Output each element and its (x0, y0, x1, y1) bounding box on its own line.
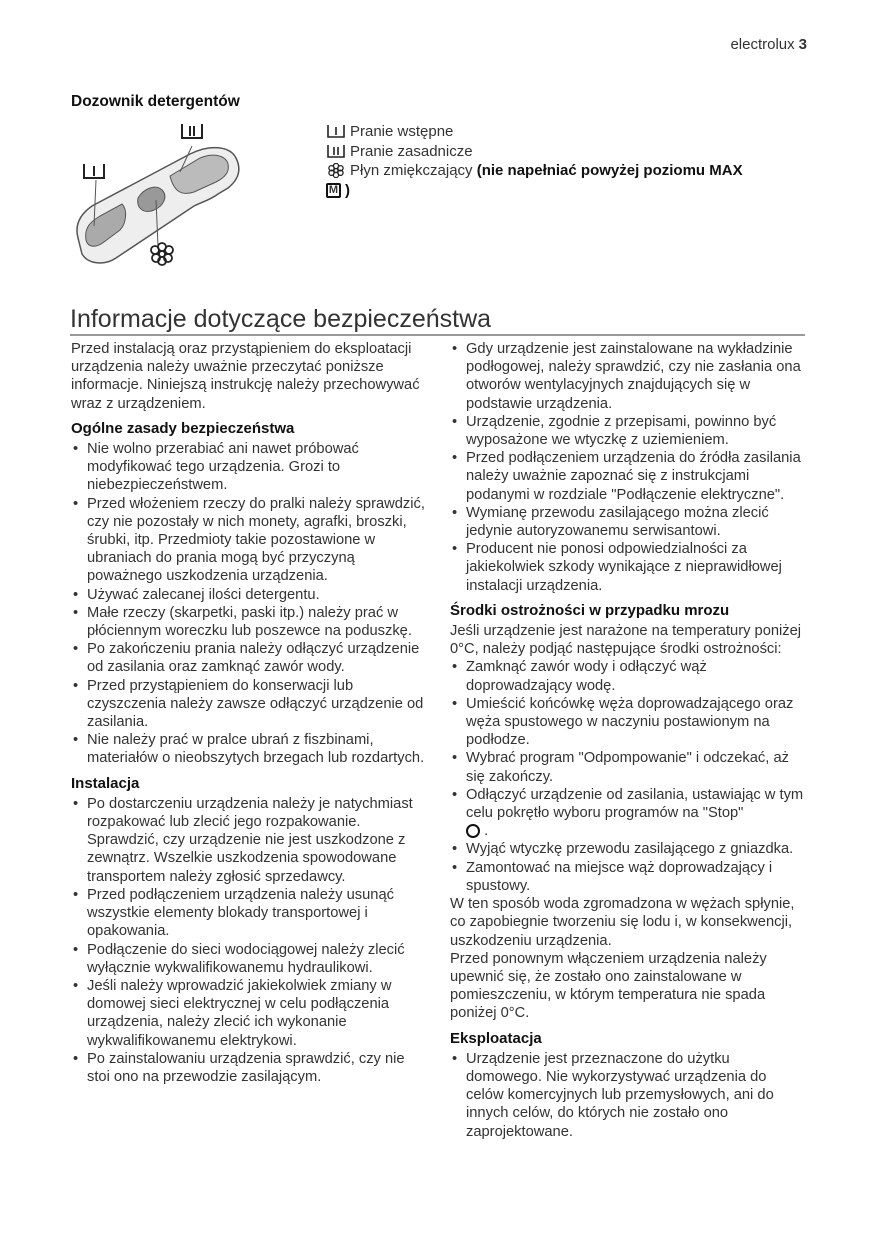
list-item: • Umieścić końcówkę węża doprowadzającego oraz węża spustowego w naczyniu postawionym na podłodze. (450, 695, 805, 750)
legend-mainwash-label: Pranie zasadnicze (350, 142, 473, 160)
list-item: • Nie należy prać w pralce ubrań z fiszbinami, materiałów o nieobszytych brzegach lub rozdartych. (71, 731, 428, 767)
softener-flower-icon (326, 163, 346, 178)
title-divider (70, 334, 805, 336)
stop-instruction-text: Odłączyć urządzenie od zasilania, ustawiając w tym celu pokrętło wyboru programów na "Stop" (466, 786, 804, 822)
list-item: • Przed podłączeniem urządzenia należy usunąć wszystkie elementy blokady transportowej i opakowania. (71, 886, 428, 941)
list-item: • Podłączenie do sieci wodociągowej należy zlecić wyłącznie wykwalifikowanemu hydraulikowi. (71, 941, 428, 977)
page-header (730, 36, 807, 53)
safety-title: Informacje dotyczące bezpieczeństwa (70, 305, 492, 333)
list-item: • Zamontować na miejsce wąż doprowadzający i spustowy. (450, 859, 805, 895)
legend-mainwash (326, 142, 796, 162)
list-item: • Przed włożeniem rzeczy do pralki należy sprawdzić, czy nie pozostały w nich monety, agrafki, broszki, śrubki, itp. Przedmioty takie pozostawione w ubraniach do prania mogą być przyczyną poważnego uszkodzenia urządzenia. (71, 495, 428, 586)
stop-position-icon (466, 824, 480, 838)
list-item: • Gdy urządzenie jest zainstalowane na wykładzinie podłogowej, należy sprawdzić, czy nie zasłania ona otworów wentylacyjnych znajdujących się w podstawie urządzenia. (450, 340, 805, 413)
legend-softener-note: (nie napełniać powyżej poziomu MAX (476, 162, 743, 179)
legend-prewash-label: Pranie wstępne (350, 123, 454, 140)
legend-softener-label: Płyn zmiękczający (350, 162, 473, 179)
legend-max-row (326, 181, 796, 201)
usage-heading: Eksploatacja (450, 1029, 542, 1047)
legend-softener (326, 161, 796, 181)
list-item: • Producent nie ponosi odpowiedzialności za jakiekolwiek szkody wynikające z nieprawidłowej instalacji urządzenia. (450, 540, 805, 595)
page-number: 3 (798, 36, 807, 53)
list-item: • Po dostarczeniu urządzenia należy je natychmiast rozpakować lub zlecić jego rozpakowanie. Sprawdzić, czy urządzenie nie jest uszkodzone z zewnątrz. Wszelkie uszkodzenia spowodowane transportem należy zgłosić sprzedawcy. (71, 795, 428, 886)
left-column (71, 340, 428, 1086)
general-list (71, 440, 428, 768)
list-item: • Wybrać program "Odpompowanie" i odczekać, aż się zakończy. (450, 749, 805, 785)
legend-prewash (326, 122, 796, 142)
frost-heading: Środki ostrożności w przypadku mrozu (450, 601, 730, 619)
max-level-icon: M (326, 183, 341, 198)
right-column (450, 340, 805, 1141)
list-item: • Wyjąć wtyczkę przewodu zasilającego z gniazdka. (450, 840, 805, 858)
list-item: • Przed podłączeniem urządzenia do źródła zasilania należy uważnie zapoznać się z instrukcjami podanymi w rozdziale "Podłączenie elektryczne". (450, 449, 805, 504)
legend-close-paren: ) (345, 181, 350, 199)
list-item: • Jeśli należy wprowadzić jakiekolwiek zmiany w domowej sieci elektrycznej w celu podłączenia urządzenia, należy zlecić ich wykonanie wykwalifikowanemu elektrykowi. (71, 977, 428, 1050)
list-item: • Urządzenie, zgodnie z przepisami, powinno być wyposażone we wtyczkę z uziemieniem. (450, 413, 805, 449)
install-list (71, 795, 428, 1086)
list-item: • Nie wolno przerabiać ani nawet próbować modyfikować tego urządzenia. Grozi to niebezpieczeństwem. (71, 440, 428, 495)
safety-intro: Przed instalacją oraz przystąpieniem do eksploatacji urządzenia należy uważnie przeczytać poniższe informacje. Niniejszą instrukcję należy przechowywać wraz z urządzeniem. (71, 341, 420, 412)
frost-outro-2: Przed ponownym włączeniem urządzenia należy upewnić się, że zostało ono zainstalowane w pomieszczeniu, w którym temperatura nie spada poniżej 0°C. (450, 950, 767, 1022)
list-item-stop: • Odłączyć urządzenie od zasilania, ustawiając w tym celu pokrętło wyboru programów na "Stop" . (450, 786, 805, 841)
detergent-dispenser-illustration (70, 118, 250, 278)
install-heading: Instalacja (71, 774, 140, 792)
install-list-continued (450, 340, 805, 595)
list-item: • Urządzenie jest przeznaczone do użytku domowego. Nie wykorzystywać urządzenia do celów komercyjnych lub przemysłowych, ani do innych celów, do których nie zostało ono zaprojektowane. (450, 1050, 805, 1141)
list-item: • Po zakończeniu prania należy odłączyć urządzenie od zasilania oraz zamknąć zawór wody. (71, 640, 428, 676)
list-item: • Małe rzeczy (skarpetki, paski itp.) należy prać w płóciennym woreczku lub poszewce na poduszkę. (71, 604, 428, 640)
list-item: • Zamknąć zawór wody i odłączyć wąż doprowadzający wodę. (450, 658, 805, 694)
frost-intro: Jeśli urządzenie jest narażone na temperatury poniżej 0°C, należy podjąć następujące środki ostrożności: (450, 623, 802, 658)
list-item: • Wymianę przewodu zasilającego można zlecić jedynie autoryzowanemu serwisantowi. (450, 504, 805, 540)
prewash-icon (84, 164, 104, 178)
list-item: • Używać zalecanej ilości detergentu. (71, 586, 428, 604)
general-heading: Ogólne zasady bezpieczeństwa (71, 419, 295, 437)
frost-outro-1: W ten sposób woda zgromadzona w wężach spłynie, co zapobiegnie tworzeniu się lodu i, w konsekwencji, uszkodzeniu urządzenia. (450, 896, 795, 949)
mainwash-icon (182, 124, 202, 138)
list-item: • Po zainstalowaniu urządzenia sprawdzić, czy nie stoi ono na przewodzie zasilającym. (71, 1050, 428, 1086)
list-item: • Przed przystąpieniem do konserwacji lub czyszczenia należy zawsze odłączyć urządzenie od zasilania. (71, 677, 428, 732)
mainwash-icon (326, 144, 346, 159)
frost-list (450, 658, 805, 895)
dispenser-title: Dozownik detergentów (71, 93, 240, 110)
dispenser-legend (326, 122, 796, 200)
brand-name: electrolux (730, 36, 795, 53)
softener-flower-icon (151, 243, 173, 265)
usage-list (450, 1050, 805, 1141)
prewash-icon (326, 124, 346, 139)
